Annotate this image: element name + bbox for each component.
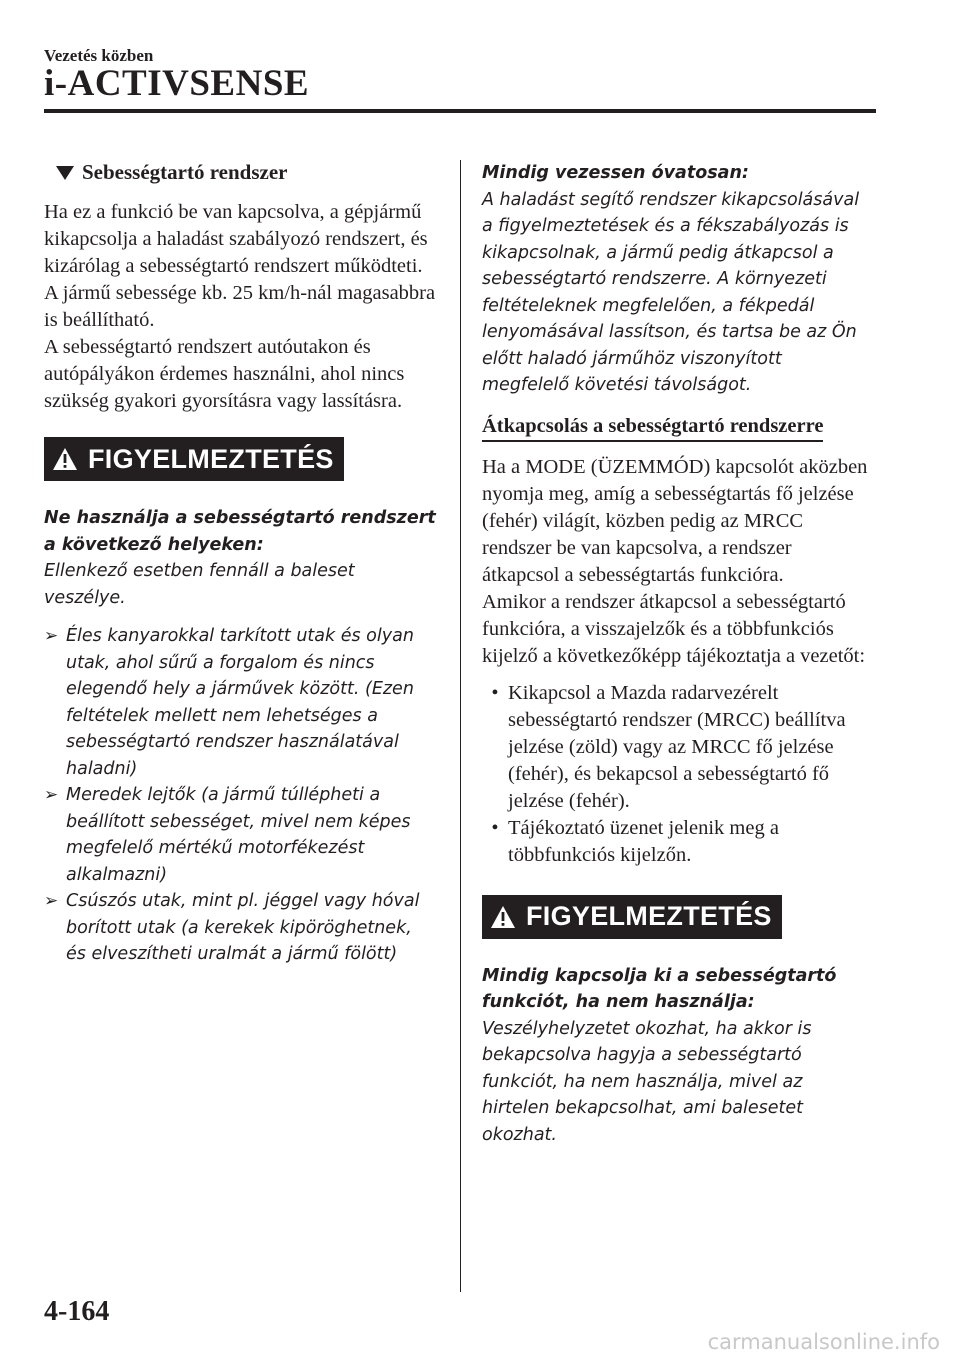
page-number: 4-164 (44, 1296, 110, 1327)
warning-label: FIGYELMEZTETÉS (526, 901, 772, 931)
section-heading (56, 160, 436, 185)
watermark: carmanualsonline.info (707, 1330, 940, 1354)
chapter-title: i-ACTIVSENSE (44, 63, 310, 104)
warning-triangle-icon (490, 905, 516, 929)
bullet-dot-icon: • (491, 816, 499, 839)
warning-list-text: Meredek lejtők (a jármű túllépheti a beállított sebességet, mivel nem képes megfelelő mértékű motorfékezést alkalmazni) (66, 785, 411, 885)
warning-label: FIGYELMEZTETÉS (88, 443, 334, 474)
body-paragraph: Ha a MODE (ÜZEMMÓD) kapcsolót aközben nyomja meg, amíg a sebességtartás fő jelzése (fehér) világít, közben pedig az MRCC rendszer be van kapcsolva, a rendszer átkapcsol a sebességtartás funkcióra. (482, 455, 868, 586)
bullet-item (482, 815, 874, 869)
warning-text: Veszélyhelyzetet okozhat, ha akkor is bekapcsolva hagyja a sebességtartó funkciót, ha nem használja, mivel az hirtelen bekapcsolhat, ami balesetet okozhat. (482, 1018, 812, 1145)
section-heading-text: Sebességtartó rendszer (82, 160, 288, 184)
left-column (44, 160, 436, 968)
warning-title: Ne használja a sebességtartó rendszert a következő helyeken: (44, 508, 436, 555)
warning-list-text: Csúszós utak, mint pl. jéggel vagy hóval borított utak (a kerekek kipöröghetnek, és elveszítheti uralmát a jármű fölött) (66, 891, 420, 964)
warning-title: Mindig kapcsolja ki a sebességtartó funkciót, ha nem használja: (482, 965, 837, 1012)
body-paragraph: A sebességtartó rendszert autóutakon és autópályákon érdemes használni, ahol nincs szükség gyakori gyorsításra vagy lassításra. (44, 336, 405, 412)
bullet-text: Tájékoztató üzenet jelenik meg a többfunkciós kijelzőn. (508, 816, 779, 866)
body-paragraph: A jármű sebessége kb. 25 km/h-nál magasabbra is beállítható. (44, 282, 436, 331)
arrow-right-icon: ➢ (44, 891, 59, 911)
arrow-right-icon: ➢ (44, 626, 59, 646)
bullet-item (482, 680, 874, 815)
arrow-right-icon: ➢ (44, 785, 59, 805)
subsection-heading: Átkapcsolás a sebességtartó rendszerre (482, 415, 823, 442)
caution-text: A haladást segítő rendszer kikapcsolásával a figyelmeztetések és a fékszabályozás is kikapcsolnak, a jármű pedig átkapcsol a sebességtartó rendszerre. A környezeti feltételeknek megfelelően, a fékpedál lenyomásával lassítson, és tartsa be az Ön előtt haladó járműhöz viszonyított megfelelő követési távolságot. (482, 189, 860, 395)
caution-title: Mindig vezessen óvatosan: (482, 163, 749, 183)
bullet-text: Kikapcsol a Mazda radarvezérelt sebességtartó rendszer (MRCC) beállítva jelzése (zöld) vagy az MRCC fő jelzése (fehér), és bekapcsol a sebességtartó fő jelzése (fehér). (508, 681, 846, 812)
section-label: Vezetés közben (44, 46, 154, 65)
triangle-down-icon (56, 166, 74, 180)
warning-banner (44, 437, 344, 481)
warning-banner (482, 895, 782, 939)
warning-text: Ellenkező esetben fennáll a baleset veszélye. (44, 561, 355, 608)
body-paragraph: Ha ez a funkció be van kapcsolva, a gépjármű kikapcsolja a haladást szabályozó rendszert, és kizárólag a sebességtartó rendszert működteti. (44, 201, 428, 277)
warning-list-item (44, 888, 436, 968)
right-column (482, 160, 874, 1148)
bullet-dot-icon: • (491, 681, 499, 704)
header-rule (44, 109, 876, 113)
warning-list-text: Éles kanyarokkal tarkított utak és olyan utak, ahol sűrű a forgalom és nincs elegendő hely a járművek között. (Ezen feltételek mellett nem lehetséges a sebességtartó rendszer használatával haladni) (66, 626, 414, 779)
warning-list-item (44, 782, 436, 888)
body-paragraph: Amikor a rendszer átkapcsol a sebességtartó funkcióra, a visszajelzők és a többfunkciós kijelző a következőképp tájékoztatja a vezetőt: (482, 590, 866, 667)
column-divider (460, 160, 461, 1292)
warning-list-item (44, 623, 436, 782)
warning-triangle-icon (52, 447, 78, 471)
